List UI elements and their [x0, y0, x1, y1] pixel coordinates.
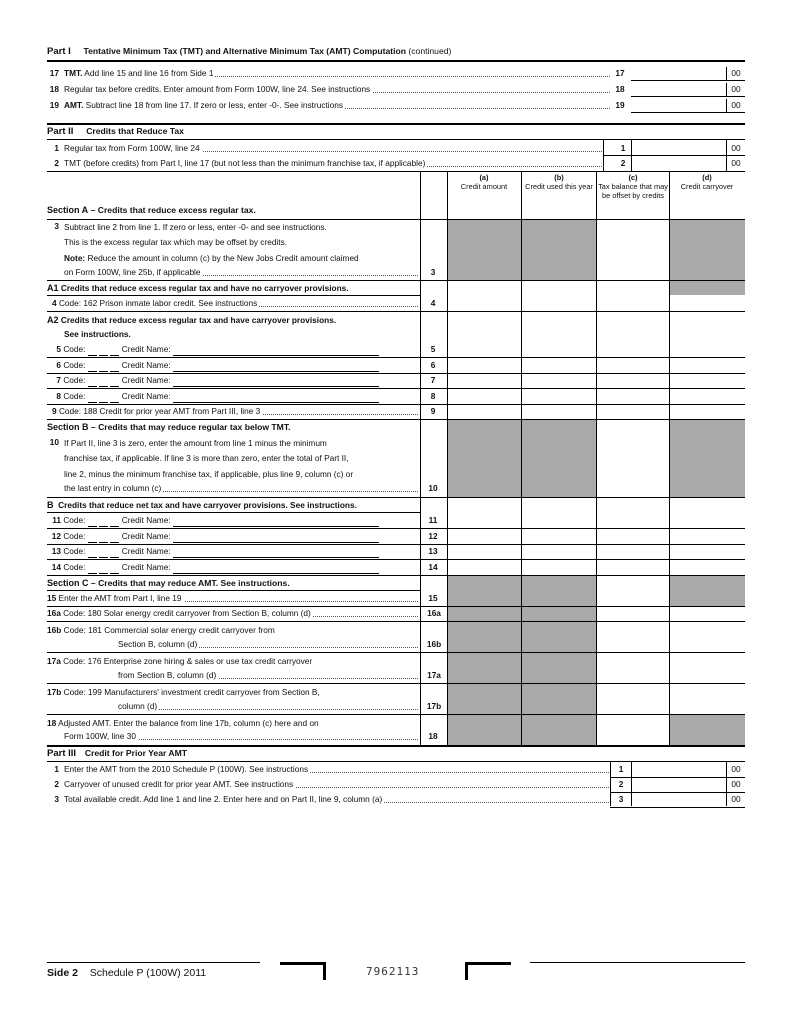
p2-line17b-text2: column (d) [118, 700, 418, 713]
p1-line18-field[interactable] [631, 96, 745, 97]
p2-line17a-text2: from Section B, column (d) [118, 669, 418, 682]
code-label: Code: [63, 561, 86, 572]
footer-side: Side 2 [47, 967, 78, 979]
p2-line16a-box: 16a [427, 608, 441, 618]
p2-line16b-box: 16b [426, 639, 442, 649]
p2-line3-text: Subtract line 2 from line 1. If zero or less, enter -0- and see instructions. This is the excess regular tax which may be offset by credits. Note: Reduce the amount in column (c) by the New Jobs Credit amount claimed [64, 222, 359, 263]
code-label: Code: [63, 375, 86, 385]
credit-name-label: Credit Name: [121, 530, 171, 541]
p1-line18-box: 18 [615, 84, 625, 94]
credit-name-label: Credit Name: [121, 359, 171, 370]
p2-line1-box: 1 [620, 143, 626, 153]
p2-line8-box: 8 [430, 390, 436, 401]
p2-line4-box: 4 [430, 298, 436, 308]
p3-line1-box: 1 [618, 764, 624, 774]
credit-name-label: Credit Name: [121, 375, 171, 385]
p2-line3-last: on Form 100W, line 25b, if applicable [64, 266, 418, 279]
col-c-header: (c) Tax balance that may be offset by credits [598, 173, 668, 200]
part2-label: Part II [47, 126, 74, 137]
part1-title: Tentative Minimum Tax (TMT) and Alternative Minimum Tax (AMT) Computation [83, 46, 406, 56]
credit-name-field[interactable] [173, 564, 379, 574]
part1-continued: (continued) [408, 46, 452, 56]
p2-line4-text: 4 Code: 162 Prison inmate labor credit. See instructions [52, 297, 418, 310]
code-label: Code: [63, 546, 86, 556]
p1-line19-num: 19 [49, 100, 59, 110]
code-field[interactable] [88, 514, 122, 527]
p2-line12-box: 12 [428, 530, 438, 541]
p2-line3-box: 3 [430, 267, 436, 277]
p1-line17-num: 17 [49, 68, 59, 78]
p3-line1-cents: 00 [731, 764, 741, 774]
code-field[interactable] [88, 390, 122, 403]
p2-line18-text2: Form 100W, line 30 [64, 730, 418, 743]
p2-line10-box: 10 [428, 483, 438, 493]
part2-header [47, 126, 184, 137]
p3-line2-text: Carryover of unused credit for prior year AMT. See instructions [64, 778, 609, 791]
p2-line6-text: 6 Code: Credit Name: [47, 359, 417, 372]
p3-line2-box: 2 [618, 779, 624, 789]
p2-line15-text: 15 Enter the AMT from Part I, line 19 [47, 592, 418, 605]
p2-line17b-text1: 17b Code: 199 Manufacturers' investment credit carryover from Section B, [47, 687, 320, 697]
p2-line10-text: If Part II, line 3 is zero, enter the amount from line 1 minus the minimum franchise tax, if applicable. If line 3 is more than zero, enter the total of Part II, line 2, minus the minimum franchise tax, if applicable, plus line 9, column (c) or [64, 438, 354, 479]
p2-line6-box: 6 [430, 359, 436, 370]
part3-label: Part III [47, 748, 77, 759]
credit-name-label: Credit Name: [121, 344, 171, 354]
col-b-header: (b) Credit used this year [525, 173, 593, 191]
code-label: Code: [63, 530, 86, 541]
a2-title: A2 Credits that reduce excess regular tax and have carryover provisions. See instructions. [47, 315, 337, 339]
p2-line16b-text1: 16b Code: 181 Commercial solar energy credit carryover from [47, 625, 275, 635]
p3-line3-cents: 00 [731, 794, 741, 804]
footer-code: 7962113 [366, 965, 420, 978]
p2-line9-box: 9 [430, 406, 436, 416]
p2-line11-box: 11 [428, 515, 438, 525]
b-title: B Credits that reduce net tax and have carryover provisions. See instructions. [47, 500, 357, 510]
credit-name-field[interactable] [173, 533, 379, 543]
col-a-header: (a) Credit amount [460, 173, 508, 191]
p2-line17a-box: 17a [427, 670, 441, 680]
p1-line19-box: 19 [615, 100, 625, 110]
section-a-title: Section A – Credits that reduce excess regular tax. [47, 205, 256, 215]
code-label: Code: [63, 359, 86, 370]
p1-line17-text: TMT. Add line 15 and line 16 from Side 1 [64, 67, 610, 80]
registration-mark-left [280, 962, 326, 980]
p2-line15-box: 15 [428, 593, 438, 603]
p3-line3-field[interactable] [610, 807, 745, 808]
p1-line19-field[interactable] [631, 112, 745, 113]
part3-title: Credit for Prior Year AMT [84, 748, 188, 758]
section-c-title: Section C – Credits that may reduce AMT. See instructions. [47, 578, 290, 588]
code-field[interactable] [88, 530, 122, 543]
p3-line3-num: 3 [54, 794, 59, 804]
code-field[interactable] [88, 561, 122, 574]
p3-line1-num: 1 [54, 764, 59, 774]
p2-line17a-text1: 17a Code: 176 Enterprise zone hiring & sales or use tax credit carryover [47, 656, 313, 666]
code-label: Code: [63, 344, 86, 354]
p2-line11-text: 11 Code: Credit Name: [47, 514, 417, 527]
p2-line13-text: 13 Code: Credit Name: [47, 545, 417, 558]
p2-line2-cents: 00 [731, 158, 741, 168]
credit-name-label: Credit Name: [121, 515, 171, 525]
p3-line2-num: 2 [54, 779, 59, 789]
p2-line2-text: TMT (before credits) from Part I, line 17 (but not less than the minimum franchise tax, if applicable) [64, 157, 604, 170]
credit-name-field[interactable] [173, 517, 379, 527]
p3-line3-text: Total available credit. Add line 1 and line 2. Enter here and on Part II, line 9, column (a) [64, 793, 609, 806]
code-field[interactable] [88, 374, 122, 387]
p2-line13-box: 13 [428, 546, 438, 556]
p3-line1-text: Enter the AMT from the 2010 Schedule P (100W). See instructions [64, 763, 609, 776]
p3-line2-cents: 00 [731, 779, 741, 789]
code-field[interactable] [88, 545, 122, 558]
p2-line3-num: 3 [54, 221, 59, 231]
p1-line19-text: AMT. Subtract line 18 from line 17. If zero or less, enter -0-. See instructions [64, 99, 610, 112]
p2-line16a-text: 16a Code: 180 Solar energy credit carryover from Section B, column (d) [47, 607, 418, 620]
part1-label: Part I [47, 46, 71, 57]
p2-line5-text: 5 Code: Credit Name: [47, 343, 417, 356]
credit-name-label: Credit Name: [121, 561, 171, 572]
p2-line18-box: 18 [428, 731, 438, 741]
p2-line10-num: 10 [49, 437, 59, 447]
p2-line18-text1: 18 Adjusted AMT. Enter the balance from line 17b, column (c) here and on [47, 718, 319, 728]
code-field[interactable] [88, 359, 122, 372]
credit-name-field[interactable] [173, 377, 379, 387]
p2-line16b-text2: Section B, column (d) [118, 638, 418, 651]
p2-line14-box: 14 [428, 561, 438, 572]
credit-name-field[interactable] [173, 362, 379, 372]
p1-line18-num: 18 [49, 84, 59, 94]
code-field[interactable] [88, 343, 122, 356]
p3-line3-box: 3 [618, 794, 624, 804]
p2-line12-text: 12 Code: Credit Name: [47, 530, 417, 543]
p2-line7-text: 7 Code: Credit Name: [47, 374, 417, 387]
p2-line1-field[interactable] [603, 155, 745, 156]
part2-title: Credits that Reduce Tax [86, 126, 184, 136]
p2-line8-text: 8 Code: Credit Name: [47, 390, 417, 403]
p1-line17-box: 17 [615, 68, 625, 78]
credit-name-field[interactable] [173, 548, 379, 558]
footer-form-name: Schedule P (100W) 2011 [89, 967, 207, 979]
p2-line2-num: 2 [54, 158, 59, 168]
part1-header [47, 46, 451, 57]
section-b-title: Section B – Credits that may reduce regular tax below TMT. [47, 422, 291, 432]
credit-name-label: Credit Name: [121, 546, 171, 556]
col-d-header: (d) Credit carryover [680, 173, 734, 191]
part3-header [47, 748, 187, 759]
code-label: Code: [63, 390, 86, 401]
footer-left [47, 967, 206, 979]
credit-name-field[interactable] [173, 393, 379, 403]
p1-line17-field[interactable] [631, 80, 745, 81]
p2-line2-box: 2 [620, 158, 626, 168]
code-label: Code: [63, 515, 86, 525]
a1-title: A1 Credits that reduce excess regular tax and have no carryover provisions. [47, 283, 349, 293]
p2-line7-box: 7 [430, 375, 436, 385]
p2-line1-num: 1 [54, 143, 59, 153]
p2-line1-text: Regular tax from Form 100W, line 24 [64, 142, 604, 155]
credit-name-label: Credit Name: [121, 390, 171, 401]
p1-line18-text: Regular tax before credits. Enter amount from Form 100W, line 24. See instructions [64, 83, 610, 96]
p2-line10-last: the last entry in column (c) [64, 482, 418, 495]
registration-mark-right [465, 962, 511, 980]
p2-line1-cents: 00 [731, 143, 741, 153]
credit-name-field[interactable] [173, 346, 379, 356]
p1-line17-cents: 00 [731, 68, 741, 78]
p2-line17b-box: 17b [426, 701, 442, 711]
p2-line9-text: 9 Code: 188 Credit for prior year AMT from Part III, line 3 [52, 405, 418, 418]
p1-line18-cents: 00 [731, 84, 741, 94]
p1-line19-cents: 00 [731, 100, 741, 110]
p2-line14-text: 14 Code: Credit Name: [47, 561, 417, 574]
p2-line5-box: 5 [430, 344, 436, 354]
